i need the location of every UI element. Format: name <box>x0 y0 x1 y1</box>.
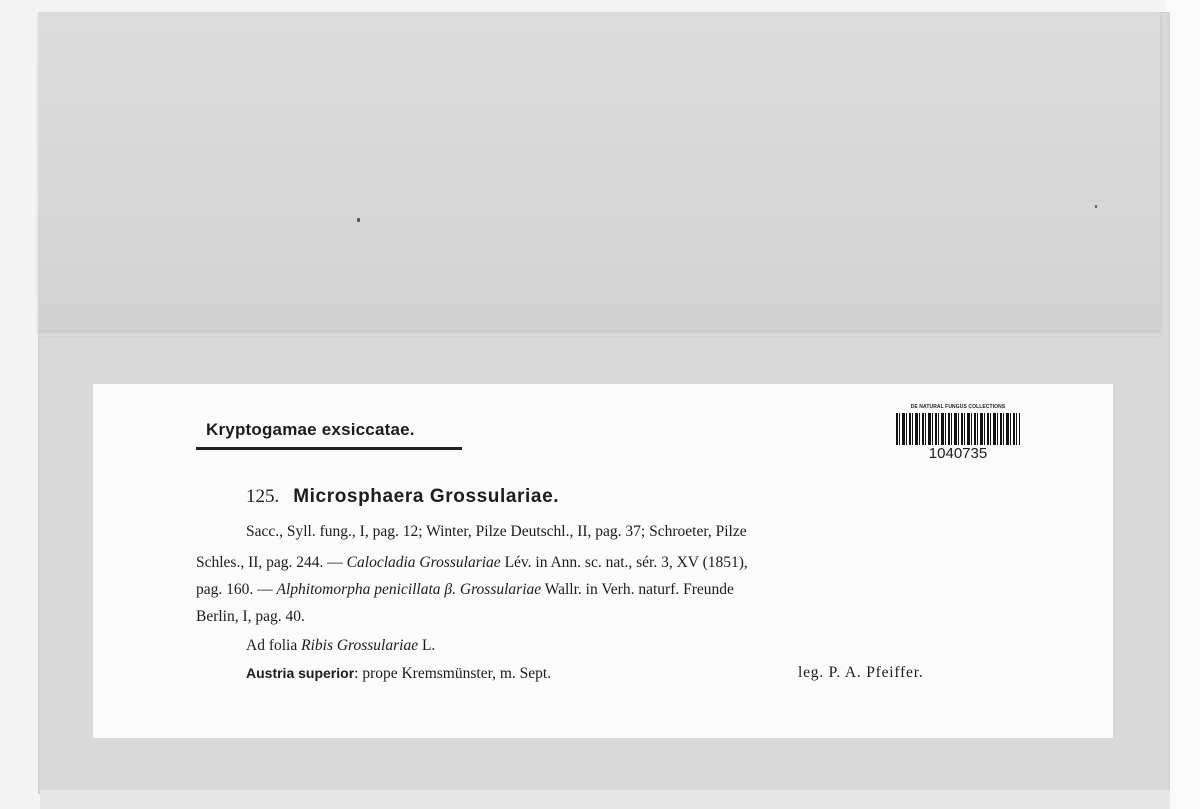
reference-line-2 <box>196 553 748 573</box>
packet-bottom-edge <box>40 790 1170 809</box>
title-underline <box>196 447 462 450</box>
packet-fold <box>38 330 1160 336</box>
substrate-prefix: Ad folia <box>246 637 302 654</box>
packet-flap <box>38 12 1160 332</box>
substrate-line <box>246 636 435 656</box>
reference-line-1: Sacc., Syll. fung., I, pag. 12; Winter, Pilze Deutschl., II, pag. 37; Schroeter, Pilze <box>246 523 747 540</box>
specimen-heading <box>246 486 559 508</box>
locality-region: Austria superior <box>246 665 355 681</box>
reference-line-4: Berlin, I, pag. 40. <box>196 608 305 625</box>
paper-speck <box>1095 205 1097 208</box>
reference-text: pag. 160. — <box>196 581 277 598</box>
specimen-number: 125. <box>246 486 280 507</box>
substrate-suffix: L. <box>418 637 436 654</box>
barcode-caption: DE NATURAL FUNGUS COLLECTIONS <box>910 404 1006 410</box>
barcode-icon <box>896 413 1020 445</box>
collector: leg. P. A. Pfeiffer. <box>798 664 924 681</box>
locality-line <box>246 663 986 684</box>
background-edge <box>1165 0 1200 809</box>
reference-text: Schles., II, pag. 244. — <box>196 554 347 571</box>
synonym-name: Alphitomorpha penicillata β. Grossulariae <box>276 581 542 598</box>
paper-speck <box>357 218 360 222</box>
reference-text: Lév. in Ann. sc. nat., sér. 3, XV (1851), <box>500 554 748 571</box>
series-title: Kryptogamae exsiccatae. <box>206 420 415 439</box>
locality-detail: : prope Kremsmünster, m. Sept. <box>354 665 552 682</box>
reference-text: Wallr. in Verh. naturf. Freunde <box>541 581 734 598</box>
host-name: Ribis Grossulariae <box>301 637 419 654</box>
barcode-sticker <box>888 404 1028 470</box>
specimen-name: Microsphaera Grossulariae. <box>293 486 560 507</box>
synonym-name: Calocladia Grossulariae <box>346 554 501 571</box>
reference-line-3 <box>196 580 734 600</box>
barcode-number: 1040735 <box>928 445 988 462</box>
